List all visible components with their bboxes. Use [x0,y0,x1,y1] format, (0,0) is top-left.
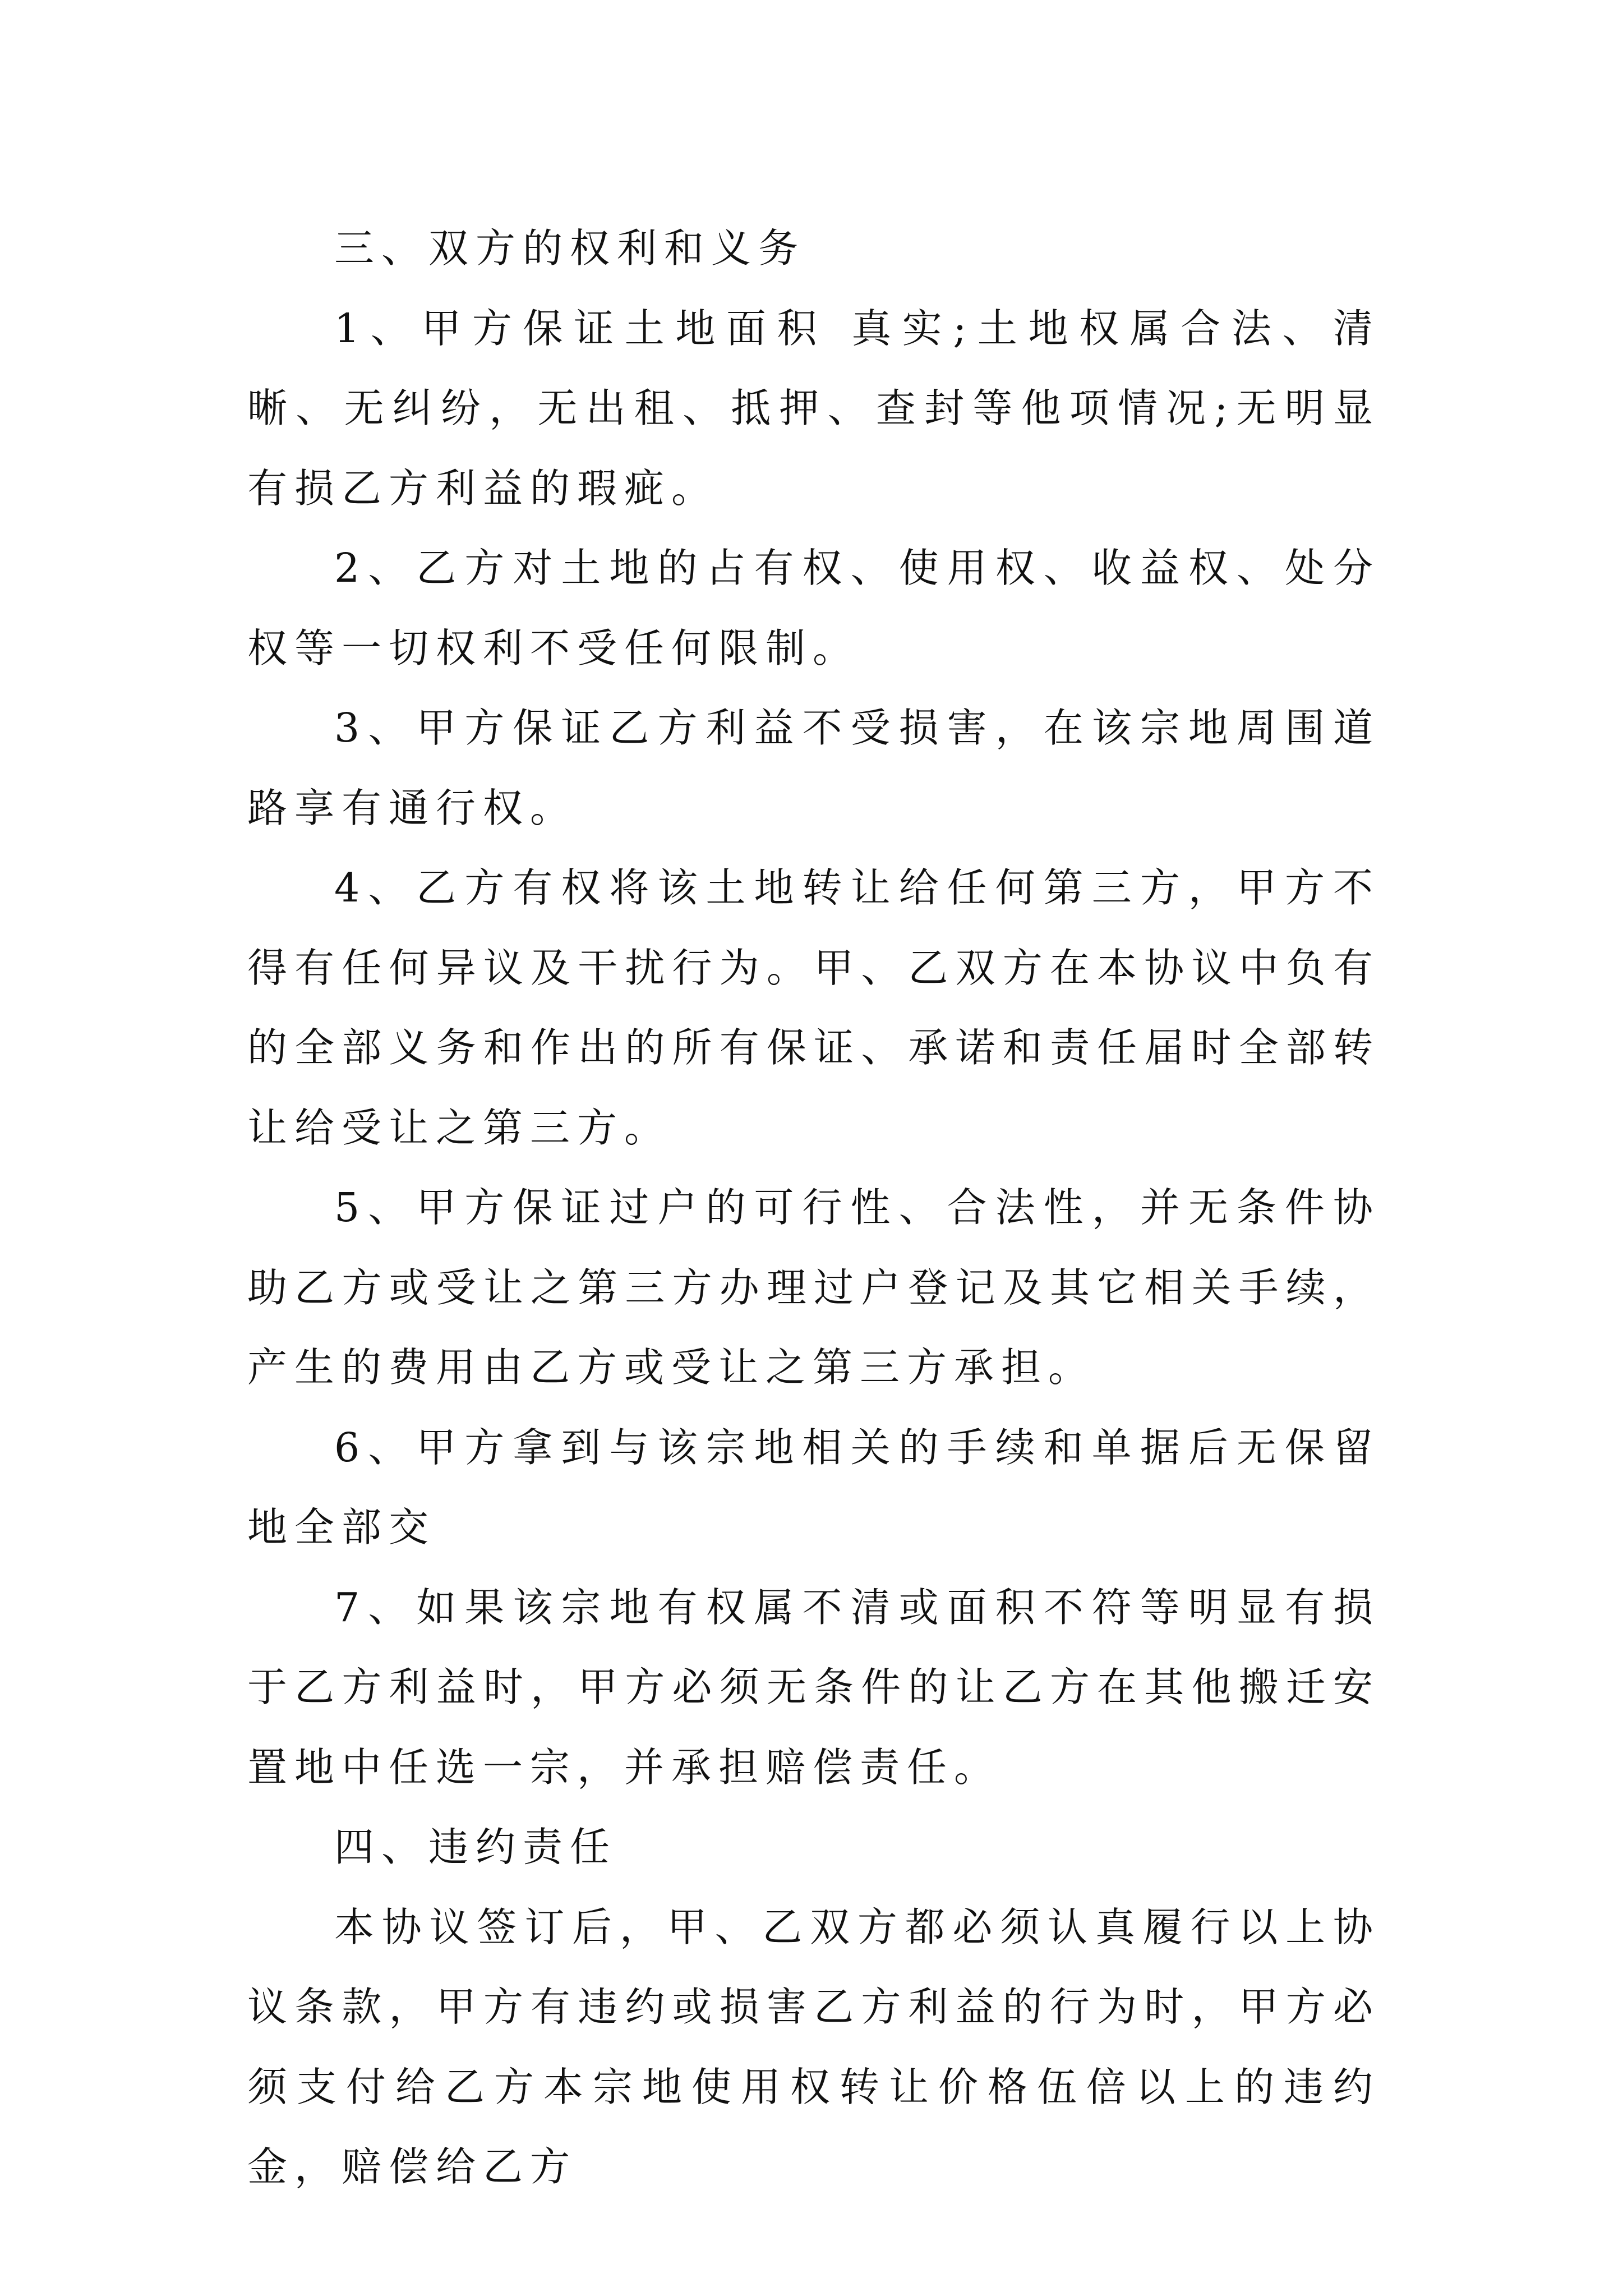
clause-6: 6、甲方拿到与该宗地相关的手续和单据后无保留地全部交 [247,1424,1380,1550]
clause-7: 7、如果该宗地有权属不清或面积不符等明显有损于乙方利益时，甲方必须无条件的让乙方在其他搬迁安置地中任选一宗，并承担赔偿责任。 [247,1584,1380,1791]
document-body [247,209,1380,2207]
section-heading-liability: 四、违约责任 [334,1824,617,1870]
clause-3: 3、甲方保证乙方利益不受损害，在该宗地周围道路享有通行权。 [247,705,1380,831]
clause-5: 5、甲方保证过户的可行性、合法性，并无条件协助乙方或受让之第三方办理过户登记及其它相关手续，产生的费用由乙方或受让之第三方承担。 [247,1184,1380,1391]
clause-4: 4、乙方有权将该土地转让给任何第三方，甲方不得有任何异议及干扰行为。甲、乙双方在本协议中负有的全部义务和作出的所有保证、承诺和责任届时全部转让给受让之第三方。 [247,864,1380,1151]
clause-1: 1、甲方保证土地面积 真实;土地权属合法、清晰、无纠纷，无出租、抵押、查封等他项情况;无明显有损乙方利益的瑕疵。 [247,305,1380,512]
section-heading-rights-obligations: 三、双方的权利和义务 [334,225,806,272]
clause-2: 2、乙方对土地的占有权、使用权、收益权、处分权等一切权利不受任何限制。 [247,545,1380,671]
liability-paragraph: 本协议签订后，甲、乙双方都必须认真履行以上协议条款，甲方有违约或损害乙方利益的行为时，甲方必须支付给乙方本宗地使用权转让价格伍倍以上的违约金，赔偿给乙方 [247,1903,1380,2190]
